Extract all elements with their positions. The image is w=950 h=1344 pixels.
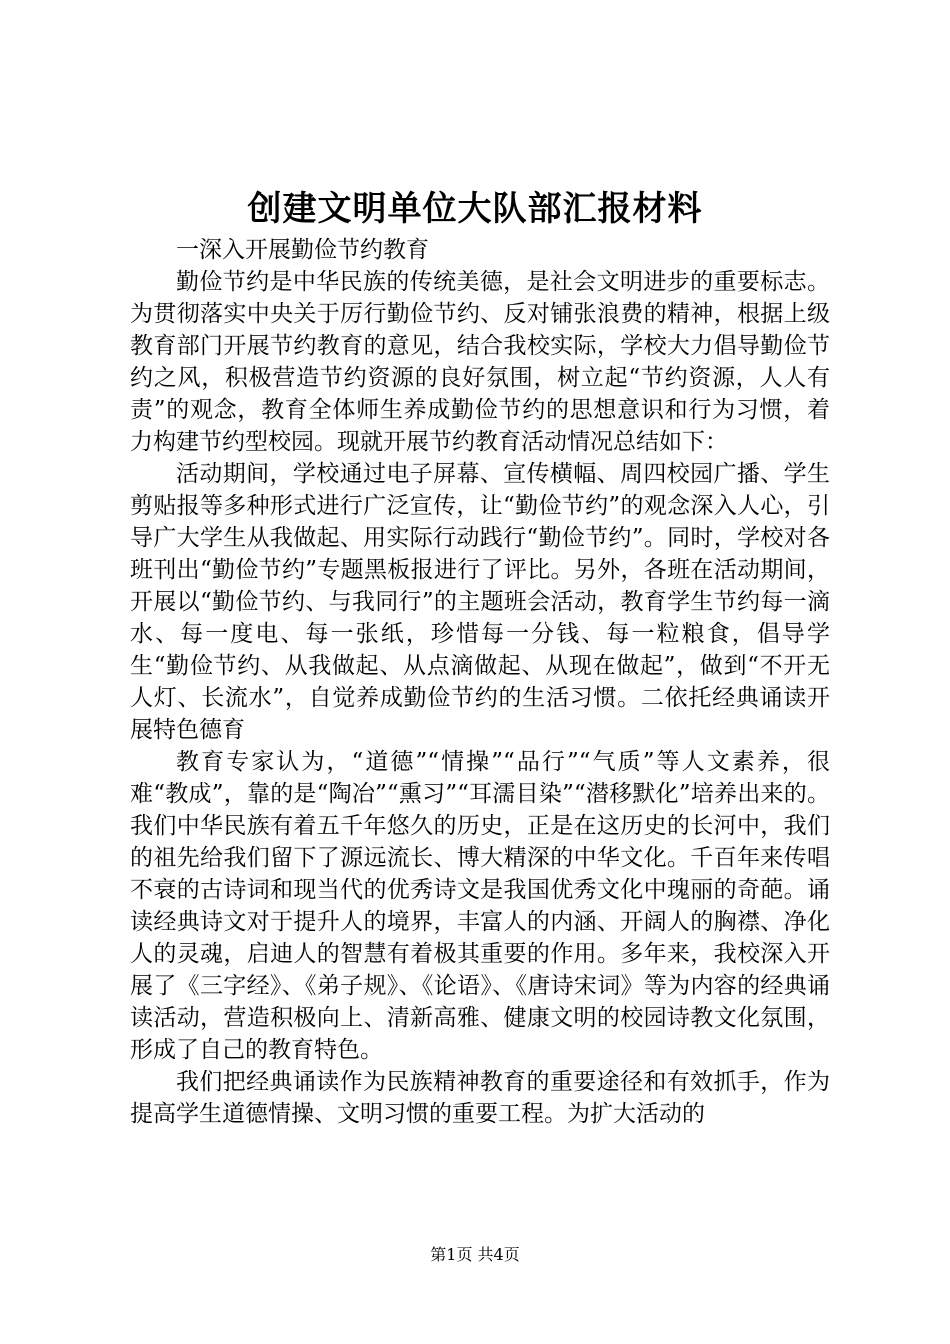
document-title: 创建文明单位大队部汇报材料 [247,189,703,229]
document-body [130,234,830,1130]
section-heading: 一深入开展勤俭节约教育 [176,237,429,263]
paragraph-1: 勤俭节约是中华民族的传统美德，是社会文明进步的重要标志。为贯彻落实中央关于厉行勤俭节约、反对铺张浪费的精神，根据上级教育部门开展节约教育的意见，结合我校实际，学校大力倡导勤俭节约之风，积极营造节约资源的良好氛围，树立起“节约资源，人人有责”的观念，教育全体师生养成勤俭节约的思想意识和行为习惯，着力构建节约型校园。现就开展节约教育活动情况总结如下： [130,269,830,455]
paragraph-2: 活动期间，学校通过电子屏幕、宣传横幅、周四校园广播、学生剪贴报等多种形式进行广泛宣传，让“勤俭节约”的观念深入人心，引导广大学生从我做起、用实际行动践行“勤俭节约”。同时，学校对各班刊出“勤俭节约”专题黑板报进行了评比。另外，各班在活动期间，开展以“勤俭节约、与我同行”的主题班会活动，教育学生节约每一滴水、每一度电、每一张纸，珍惜每一分钱、每一粒粮食，倡导学生“勤俭节约、从我做起、从点滴做起、从现在做起”，做到“不开无人灯、长流水”，自觉养成勤俭节约的生活习惯。二依托经典诵读开展特色德育 [130,461,830,743]
page-number-footer: 第1页 共4页 [430,1245,520,1264]
paragraph-4: 我们把经典诵读作为民族精神教育的重要途径和有效抓手，作为提高学生道德情操、文明习惯的重要工程。为扩大活动的 [130,1069,830,1127]
paragraph-3: 教育专家认为，“道德”“情操”“品行”“气质”等人文素养，很难“教成”，靠的是“陶冶”“熏习”“耳濡目染”“潜移默化”培养出来的。我们中华民族有着五千年悠久的历史，正是在这历史的长河中，我们的祖先给我们留下了源远流长、博大精深的中华文化。千百年来传唱不衰的古诗词和现当代的优秀诗文是我国优秀文化中瑰丽的奇葩。诵读经典诗文对于提升人的境界，丰富人的内涵、开阔人的胸襟、净化人的灵魂，启迪人的智慧有着极其重要的作用。多年来，我校深入开展了《三字经》、《弟子规》、《论语》、《唐诗宋词》等为内容的经典诵读活动，营造积极向上、清新高雅、健康文明的校园诗教文化氛围，形成了自己的教育特色。 [130,749,830,1063]
